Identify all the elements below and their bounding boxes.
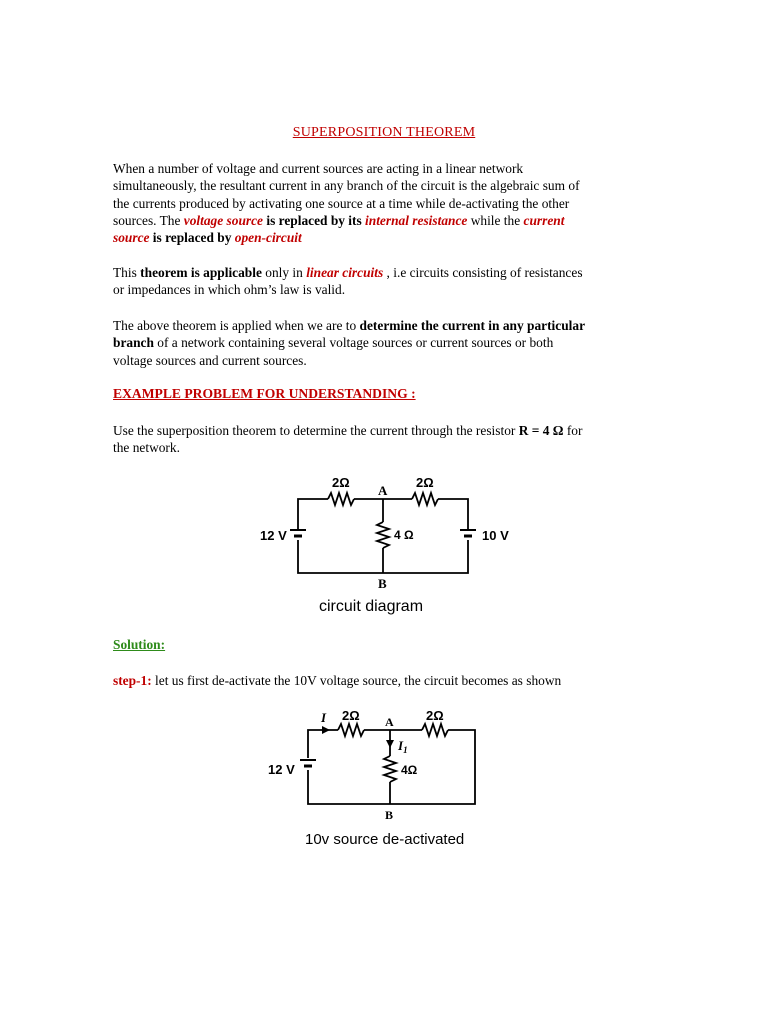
text-span: while the: [467, 212, 524, 228]
text-line: or impedances in which ohm’s law is valid.: [113, 282, 346, 298]
label-v-right: 10 V: [482, 528, 509, 543]
label-node-b: B: [385, 808, 394, 822]
text-line: [113, 672, 645, 689]
text-line: When a number of voltage and current sources are acting in a linear network: [113, 161, 524, 176]
label-current-i: I: [321, 710, 327, 725]
text-line: the currents produced by activating one source at a time while de-activating the other: [113, 195, 570, 211]
resistor-right: [422, 724, 448, 736]
text-line: [113, 317, 645, 334]
label-node-a: A: [378, 483, 388, 498]
source-term: source: [113, 230, 150, 246]
text-span: of a network containing several voltage sources or current sources or both: [153, 335, 554, 351]
text-span: The above theorem is applied when we are to: [113, 318, 360, 333]
text-line: [113, 229, 645, 246]
deactivated-circuit-diagram: [260, 700, 500, 855]
circuit-wires: [308, 724, 475, 804]
arrow-right-icon: [322, 726, 330, 734]
text-span: only in: [261, 265, 307, 280]
circuit-wires: [298, 493, 468, 573]
text-line: voltage sources and current sources.: [113, 352, 307, 368]
text-span: for: [563, 423, 583, 438]
page-title: SUPERPOSITION THEOREM: [292, 125, 476, 140]
label-r-right: 2Ω: [426, 708, 444, 723]
text-span: Use the superposition theorem to determine the current through the resistor: [113, 423, 519, 438]
battery-left: [300, 760, 316, 766]
text-line: [113, 212, 645, 229]
label-v-left: 12 V: [260, 528, 287, 543]
label-current-i1: $I_1$: [398, 738, 408, 755]
example-heading: EXAMPLE PROBLEM FOR UNDERSTANDING :: [113, 386, 416, 401]
text-span: determine the current in any particular: [359, 318, 586, 333]
intro-paragraph: [113, 160, 645, 246]
resistor-middle: [377, 522, 389, 548]
text-span: R = 4 Ω: [518, 423, 564, 438]
label-node-b: B: [378, 576, 387, 591]
step-label: step-1:: [113, 673, 152, 688]
wire: [438, 499, 468, 529]
text-line: the network.: [113, 440, 180, 456]
label-r-left: 2Ω: [342, 708, 360, 723]
text-line: [113, 334, 645, 351]
text-span: sources. The: [113, 212, 184, 228]
diagram-caption: circuit diagram: [319, 598, 424, 615]
current-term: current: [523, 212, 565, 228]
wire: [298, 499, 328, 529]
label-node-a: A: [385, 715, 394, 729]
circuit-diagram: [250, 470, 530, 620]
wire: [308, 730, 338, 758]
battery-right: [460, 530, 476, 536]
text-span: is replaced by its: [263, 212, 366, 228]
text-line: simultaneously, the resultant current in any branch of the circuit is the algebraic sum of: [113, 178, 580, 194]
resistor-left: [338, 724, 364, 736]
label-r-right: 2Ω: [416, 475, 434, 490]
applicability-paragraph: [113, 264, 645, 299]
text-span: , i.e circuits consisting of resistances: [383, 265, 583, 280]
text-span: This: [113, 265, 141, 280]
resistor-middle: [384, 756, 396, 782]
arrow-down-icon: [386, 740, 394, 748]
resistor-right: [412, 493, 438, 505]
label-v-left: 12 V: [268, 762, 295, 777]
open-circuit-term: open-circuit: [234, 230, 302, 246]
circuit-diagram-svg: [250, 470, 530, 620]
internal-resistance-term: internal resistance: [365, 212, 468, 228]
text-line: [113, 264, 645, 281]
label-r-mid: 4 Ω: [394, 528, 414, 542]
text-line: [113, 422, 645, 439]
text-span: is replaced by: [149, 230, 235, 246]
text-span: let us first de-activate the 10V voltage source, the circuit becomes as shown: [151, 673, 562, 688]
battery-left: [290, 530, 306, 536]
step1-paragraph: [113, 672, 645, 689]
solution-heading: Solution:: [113, 637, 166, 652]
text-span: branch: [113, 335, 154, 351]
label-r-mid: 4Ω: [401, 763, 418, 777]
voltage-source-term: voltage source: [183, 212, 263, 228]
usage-paragraph: [113, 317, 645, 369]
diagram-caption: 10v source de-activated: [305, 831, 465, 848]
deactivated-circuit-svg: [260, 700, 500, 855]
resistor-left: [328, 493, 354, 505]
linear-circuits-term: linear circuits: [306, 265, 384, 280]
label-r-left: 2Ω: [332, 475, 350, 490]
example-paragraph: [113, 422, 645, 457]
text-span: theorem is applicable: [140, 265, 262, 280]
